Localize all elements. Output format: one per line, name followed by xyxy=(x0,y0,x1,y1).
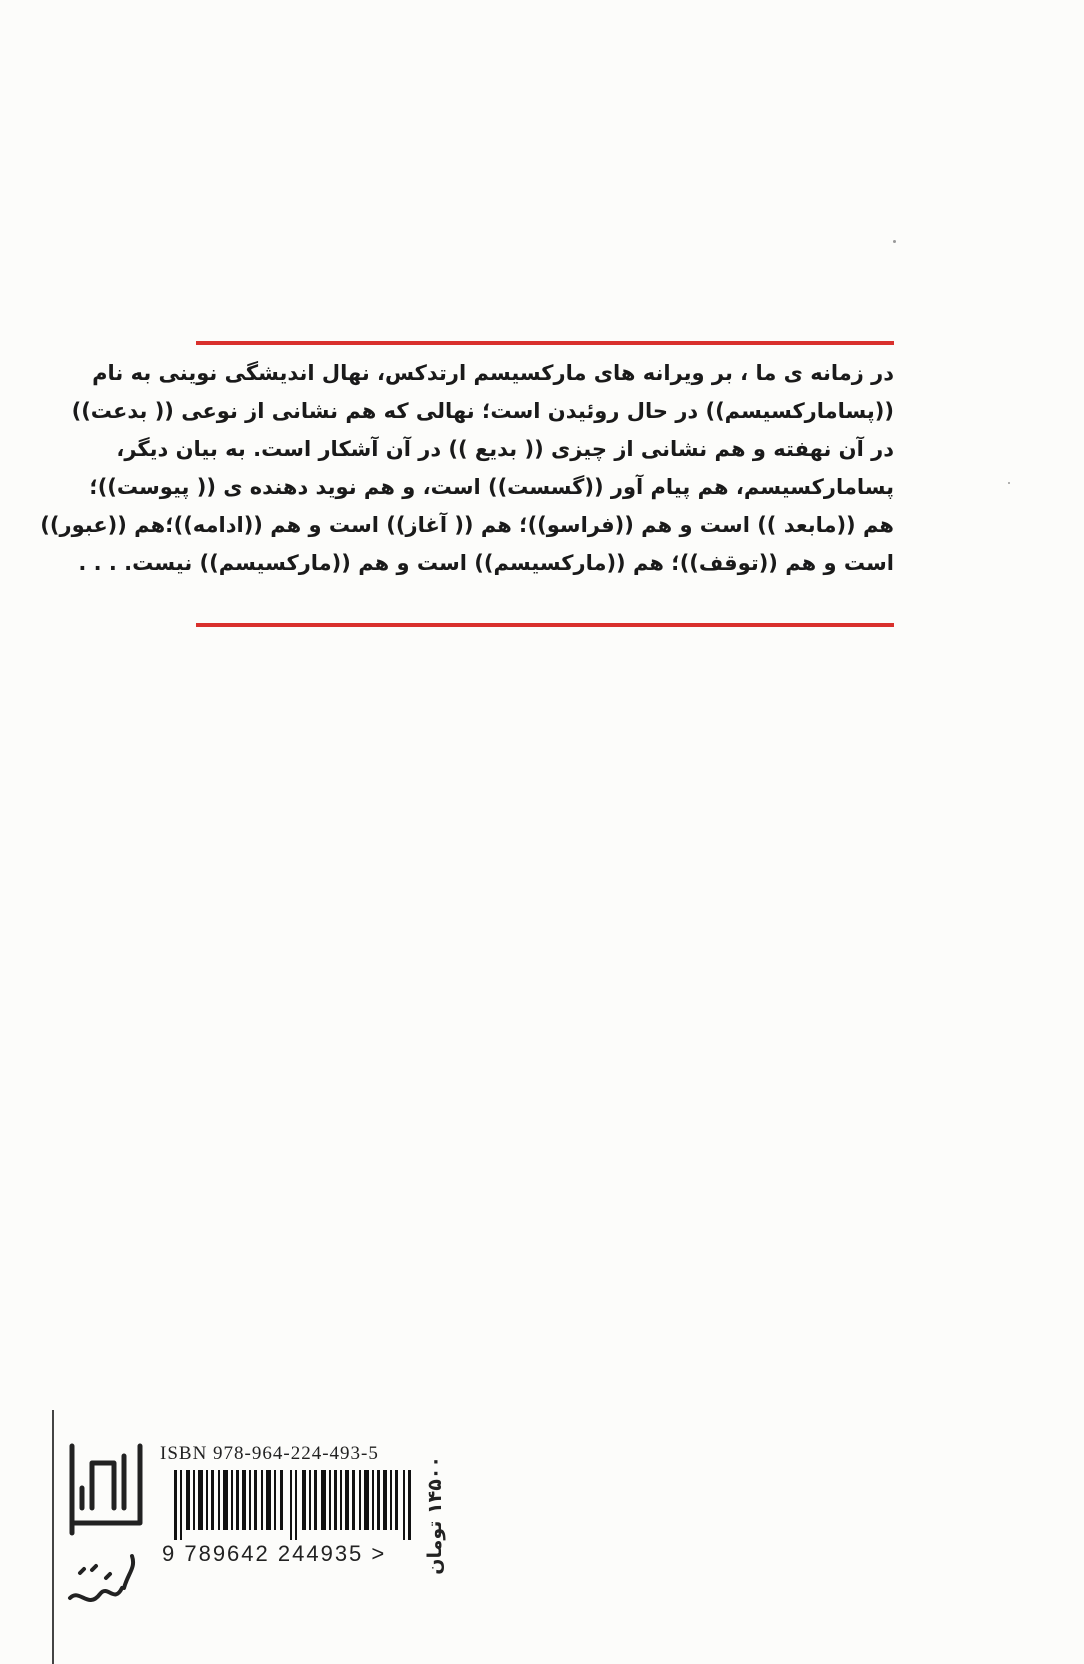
barcode-icon xyxy=(174,1470,420,1540)
blurb-line: پسامارکسیسم، هم پیام آور ((گسست)) است، و هم نوید دهنده ی (( پیوست))؛ xyxy=(89,475,894,499)
blurb-top-rule xyxy=(196,341,894,345)
blurb-line: در زمانه ی ما ، بر ویرانه های مارکسیسم ارتدکس، نهال اندیشگی نوینی به نام xyxy=(92,361,894,385)
paper-speck xyxy=(1008,482,1010,484)
blurb-line: در آن نهفته و هم نشانی از چیزی (( بدیع )) در آن آشکار است. به بیان دیگر، xyxy=(116,437,894,461)
publisher-logo-icon xyxy=(62,1438,150,1618)
paper-speck xyxy=(893,240,896,243)
price-label: ۱۴۵۰۰ تومان xyxy=(424,1456,446,1575)
blurb-bottom-rule xyxy=(196,623,894,627)
isbn-label: ISBN 978-964-224-493-5 xyxy=(160,1443,379,1464)
barcode-digits: 9 789642 244935 > xyxy=(162,1541,387,1566)
spine-edge-line xyxy=(52,1410,54,1664)
blurb-line: هم ((مابعد )) است و هم ((فراسو))؛ هم (( آغاز)) است و هم ((ادامه))؛هم ((عبور)) xyxy=(40,513,894,537)
blurb-line: ((پسامارکسیسم)) در حال روئیدن است؛ نهالی که هم نشانی از نوعی (( بدعت)) xyxy=(71,399,894,423)
blurb-text xyxy=(40,354,894,582)
blurb-line: است و هم ((توقف))؛ هم ((مارکسیسم)) است و هم ((مارکسیسم)) نیست. . . . xyxy=(78,551,894,575)
